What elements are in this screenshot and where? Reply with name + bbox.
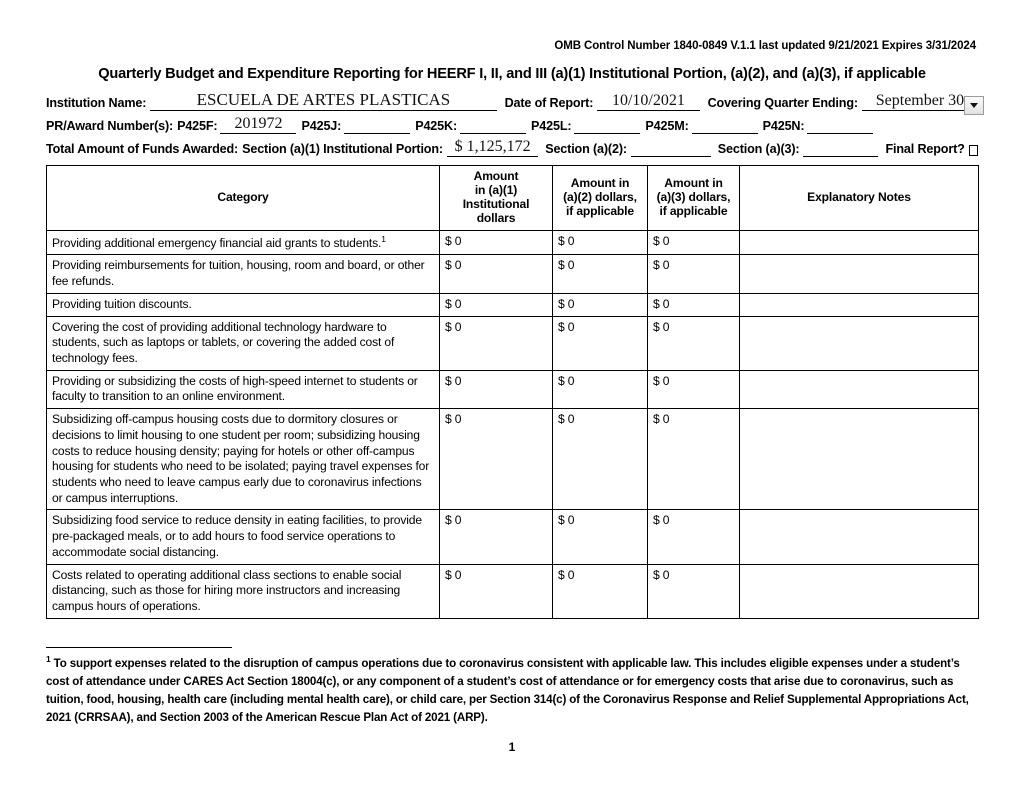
row-amount-a3[interactable]: $ 0 (648, 409, 740, 510)
p425f-label: P425F: (177, 119, 218, 133)
p425m-label: P425M: (645, 119, 689, 133)
p425f-field[interactable]: 201972 (220, 115, 296, 134)
document-content (46, 40, 978, 754)
table-row (47, 255, 979, 293)
column-header-notes: Explanatory Notes (740, 166, 979, 231)
section-a2-field[interactable] (631, 156, 711, 157)
row-amount-a3[interactable]: $ 0 (648, 255, 740, 293)
row-category: Subsidizing food service to reduce density in eating facilities, to provide pre-packaged meals, or to add hours to food service operations to accommodate social distancing. (47, 510, 440, 564)
row-amount-a1[interactable]: $ 0 (440, 316, 553, 370)
budget-table (46, 165, 979, 619)
covering-quarter-label: Covering Quarter Ending: (707, 96, 858, 110)
table-row (47, 510, 979, 564)
row-amount-a2[interactable]: $ 0 (553, 409, 648, 510)
column-header-a1-line2: in (a)(1) (474, 182, 518, 197)
row-notes[interactable] (740, 370, 979, 408)
column-header-a2-line2: (a)(2) dollars, (563, 189, 637, 204)
row-amount-a3[interactable]: $ 0 (648, 293, 740, 316)
row-notes[interactable] (740, 510, 979, 564)
column-header-a1-line1: Amount (473, 169, 519, 183)
row-amount-a1[interactable]: $ 0 (440, 510, 553, 564)
section-a1-field[interactable]: $ 1,125,172 (447, 138, 538, 157)
footnote-marker: 1 (381, 233, 386, 244)
row-category: Providing or subsidizing the costs of high-speed internet to students or faculty to transition to an online environment. (47, 370, 440, 408)
row-notes[interactable] (740, 564, 979, 618)
row-amount-a1[interactable]: $ 0 (440, 255, 553, 293)
row-notes[interactable] (740, 230, 979, 255)
pr-award-label: PR/Award Number(s): (46, 119, 174, 133)
row-category: Providing tuition discounts. (47, 293, 440, 316)
section-a1-label: Section (a)(1) Institutional Portion: (242, 142, 443, 156)
chevron-down-icon (970, 103, 978, 108)
p425k-label: P425K: (415, 119, 458, 133)
row-category: Providing reimbursements for tuition, housing, room and board, or other fee refunds. (47, 255, 440, 293)
row-notes[interactable] (740, 409, 979, 510)
row-amount-a2[interactable]: $ 0 (553, 370, 648, 408)
p425m-field[interactable] (692, 133, 758, 134)
row-amount-a1[interactable]: $ 0 (440, 564, 553, 618)
column-header-a3-line1: Amount in (664, 175, 723, 190)
table-row (47, 409, 979, 510)
institution-name-label: Institution Name: (46, 96, 147, 110)
row-amount-a3[interactable]: $ 0 (648, 510, 740, 564)
table-row (47, 293, 979, 316)
row-amount-a2[interactable]: $ 0 (553, 230, 648, 255)
quarter-dropdown-button[interactable] (964, 96, 984, 115)
footnote-body: To support expenses related to the disruption of campus operations due to coronavirus consistent with applicable law. This includes eligible expenses under a student’s cost of attendance under CARES Act Section 18004(c), or any component of a student’s cost of attendance or for emergency costs that arise due to coronavirus, such as tuition, food, housing, health care (including mental health care), or child care, per Section 314(c) of the Coronavirus Response and Relief Supplemental Appropriations Act, 2021 (CRRSAA), and Section 2003 of the American Rescue Plan Act of 2021 (ARP). (46, 656, 969, 724)
table-row (47, 230, 979, 255)
p425n-label: P425N: (762, 119, 805, 133)
date-of-report-field[interactable]: 10/10/2021 (597, 92, 699, 111)
table-row (47, 564, 979, 618)
column-header-a2-line1: Amount in (570, 175, 630, 190)
column-header-a3-line2: (a)(3) dollars, (656, 189, 731, 204)
row-amount-a1[interactable]: $ 0 (440, 370, 553, 408)
pr-award-row (46, 114, 978, 133)
row-amount-a3[interactable]: $ 0 (648, 230, 740, 255)
row-amount-a2[interactable]: $ 0 (553, 293, 648, 316)
page-title: Quarterly Budget and Expenditure Reporting for HEERF I, II, and III (a)(1) Institutional Portion, (a)(2), and (a)(3), if applicable (98, 66, 926, 82)
column-header-a1 (440, 166, 553, 231)
total-funds-label: Total Amount of Funds Awarded: (46, 142, 239, 156)
covering-quarter-field[interactable]: September 30 (862, 92, 978, 111)
institution-name-field[interactable]: ESCUELA DE ARTES PLASTICAS (150, 90, 496, 111)
page-number: 1 (508, 740, 516, 755)
table-row (47, 316, 979, 370)
row-amount-a2[interactable]: $ 0 (553, 316, 648, 370)
row-amount-a3[interactable]: $ 0 (648, 316, 740, 370)
column-header-a2-line3: if applicable (566, 203, 634, 218)
table-header-row (47, 166, 979, 231)
omb-control-line: OMB Control Number 1840-0849 V.1.1 last updated 9/21/2021 Expires 3/31/2024 (554, 40, 976, 52)
row-amount-a3[interactable]: $ 0 (648, 564, 740, 618)
row-amount-a2[interactable]: $ 0 (553, 564, 648, 618)
table-row (47, 370, 979, 408)
p425k-field[interactable] (460, 133, 526, 134)
row-category: Subsidizing off-campus housing costs due to dormitory closures or decisions to limit housing to one student per room; subsidizing housing costs to reduce housing density; paying for hotels or other off-campus housing for students who need to be isolated; paying travel expenses for students who need to leave campus early due to coronavirus infections or campus interruptions. (47, 409, 440, 510)
row-category: Costs related to operating additional class sections to enable social distancing, such as those for hiring more instructors and increasing campus hours of operations. (47, 564, 440, 618)
section-a2-label: Section (a)(2): (545, 142, 627, 156)
row-amount-a1[interactable]: $ 0 (440, 293, 553, 316)
column-header-category: Category (47, 166, 440, 231)
row-amount-a3[interactable]: $ 0 (648, 370, 740, 408)
footnote-number: 1 (46, 653, 51, 664)
row-category: Covering the cost of providing additional technology hardware to students, such as laptops or tablets, or covering the added cost of technology fees. (47, 316, 440, 370)
p425l-label: P425L: (531, 119, 572, 133)
row-notes[interactable] (740, 293, 979, 316)
section-a3-label: Section (a)(3): (717, 142, 800, 156)
p425n-field[interactable] (807, 133, 873, 134)
final-report-checkbox[interactable] (969, 145, 978, 156)
row-category-text: Providing additional emergency financial aid grants to students. (52, 235, 382, 250)
column-header-a3-line3: if applicable (659, 203, 728, 218)
column-header-a2 (553, 166, 648, 231)
row-amount-a1[interactable]: $ 0 (440, 230, 553, 255)
row-notes[interactable] (740, 255, 979, 293)
p425j-field[interactable] (344, 133, 410, 134)
row-category (47, 230, 440, 255)
column-header-a1-line3: Institutional dollars (462, 196, 530, 225)
footnote-divider (46, 647, 232, 648)
p425l-field[interactable] (574, 133, 640, 134)
row-notes[interactable] (740, 316, 979, 370)
institution-row (46, 89, 978, 110)
final-report-label: Final Report? (885, 142, 965, 156)
row-amount-a2[interactable]: $ 0 (553, 510, 648, 564)
row-amount-a1[interactable]: $ 0 (440, 409, 553, 510)
total-funds-row (46, 137, 978, 156)
section-a3-field[interactable] (803, 156, 878, 157)
row-amount-a2[interactable]: $ 0 (553, 255, 648, 293)
footnote-text (46, 653, 978, 727)
column-header-a3 (648, 166, 740, 231)
p425j-label: P425J: (301, 119, 342, 133)
date-of-report-label: Date of Report: (504, 96, 594, 110)
